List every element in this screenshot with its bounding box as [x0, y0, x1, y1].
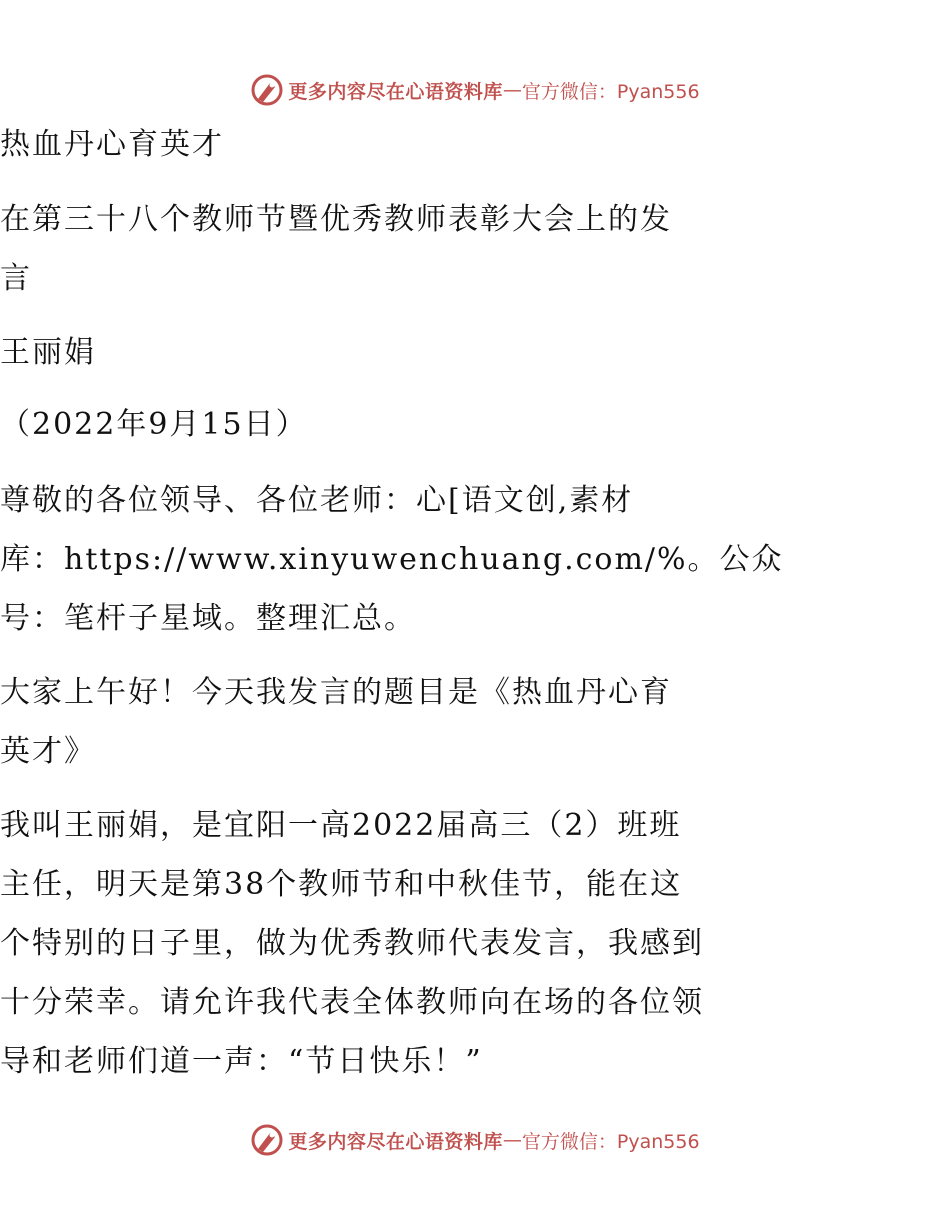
doc-line-subtitle-cont: 言: [0, 261, 32, 296]
banner-wechat: 官方微信：Pyan556: [521, 1130, 700, 1153]
doc-line-salutation-3: 号：笔杆子星域。整理汇总。: [0, 601, 416, 636]
doc-line-author: 王丽娟: [0, 335, 96, 370]
doc-line-greeting: 大家上午好！今天我发言的题目是《热血丹心育: [0, 675, 672, 710]
doc-line-salutation-2: 库：https://www.xinyuwenchuang.com/%。公众: [0, 542, 784, 577]
banner-text: 更多内容尽在心语资料库: [288, 1130, 503, 1153]
doc-line-subtitle: 在第三十八个教师节暨优秀教师表彰大会上的发: [0, 202, 672, 237]
banner-separator: —: [502, 79, 522, 101]
doc-line-greeting-2: 英才》: [0, 734, 96, 769]
banner-separator: —: [502, 1129, 522, 1151]
doc-line-body-3: 个特别的日子里，做为优秀教师代表发言，我感到: [0, 926, 704, 961]
banner-wechat: 官方微信：Pyan556: [521, 80, 700, 103]
doc-line-date: （2022年9月15日）: [0, 407, 308, 442]
footer-watermark-banner: [0, 1120, 950, 1160]
pen-logo-icon: [250, 73, 284, 107]
header-watermark-banner: [0, 70, 950, 110]
doc-line-body-5: 导和老师们道一声：“节日快乐！”: [0, 1044, 483, 1079]
doc-line-body-2: 主任，明天是第38个教师节和中秋佳节，能在这: [0, 867, 683, 902]
doc-line-body-4: 十分荣幸。请允许我代表全体教师向在场的各位领: [0, 985, 704, 1020]
pen-logo-icon: [250, 1123, 284, 1157]
doc-line-salutation: 尊敬的各位领导、各位老师：心[语文创,素材: [0, 483, 634, 518]
doc-line-title: 热血丹心育英才: [0, 127, 224, 162]
doc-line-body-1: 我叫王丽娟，是宜阳一高2022届高三（2）班班: [0, 808, 682, 843]
banner-text: 更多内容尽在心语资料库: [288, 80, 503, 103]
